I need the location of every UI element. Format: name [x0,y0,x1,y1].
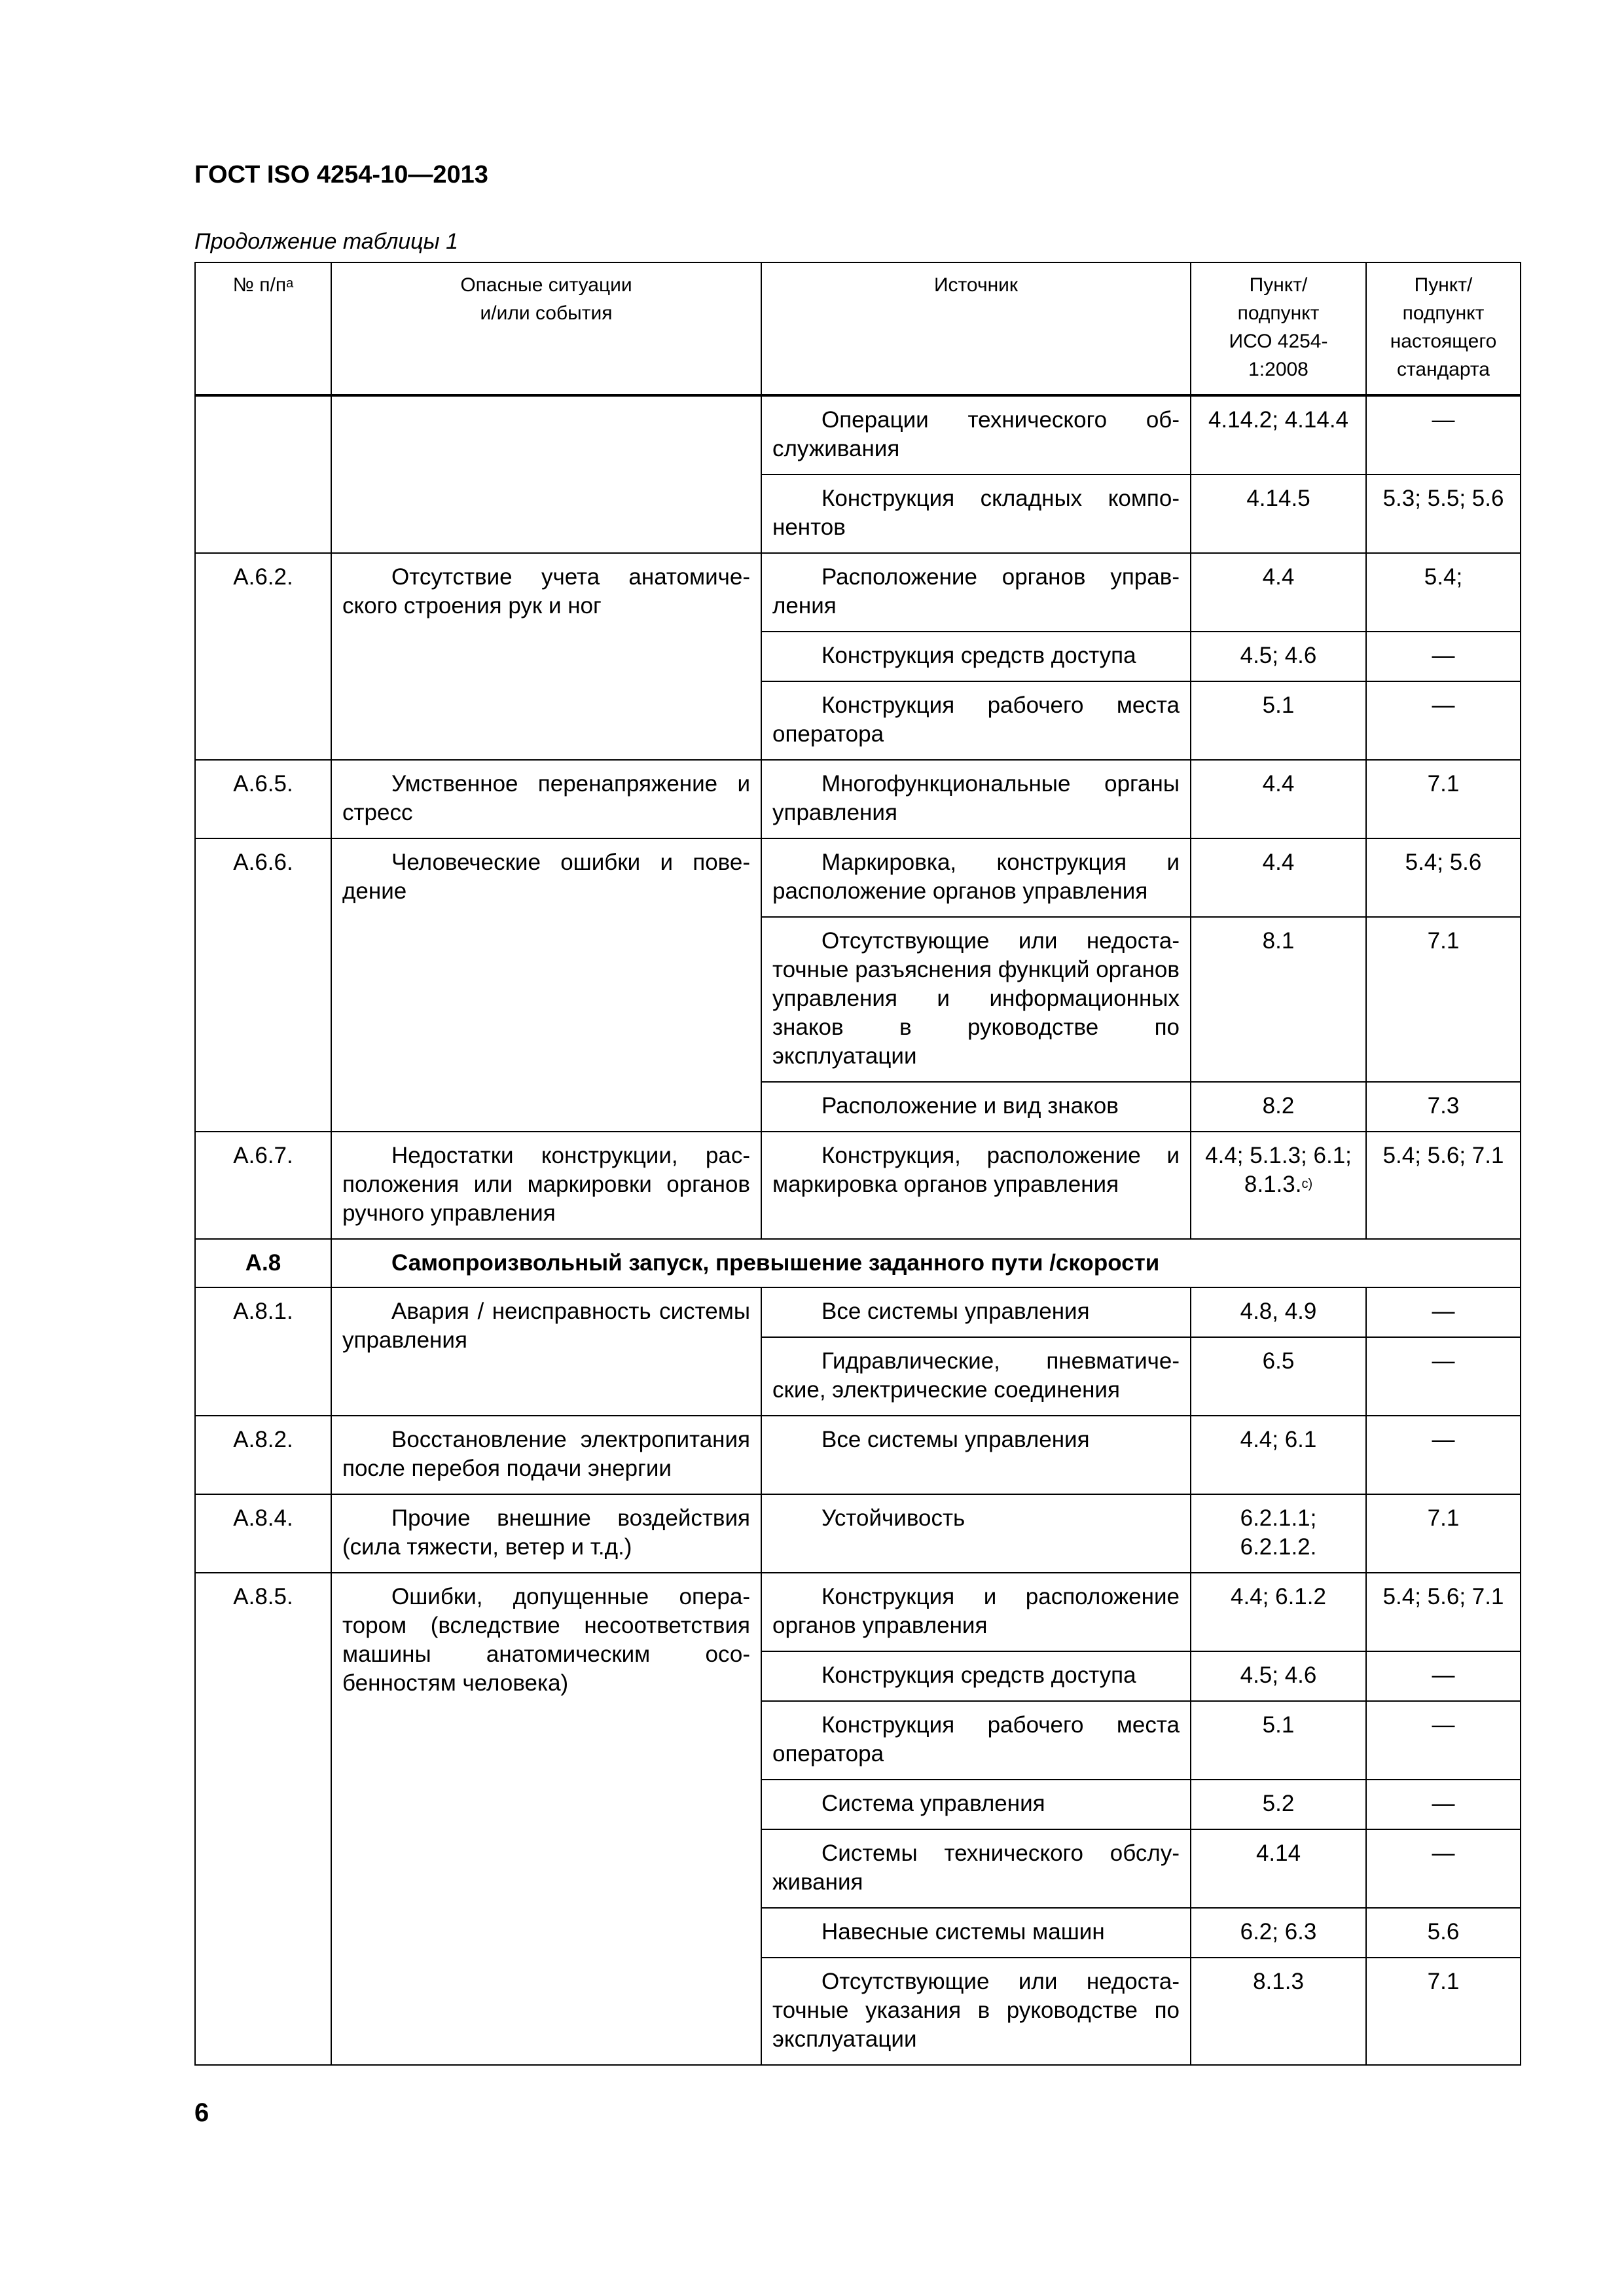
standard-clause-cell: 5.4; 5.6 [1366,838,1521,917]
hazard-cell: Недостатки конструкции, расположения или маркировки органов ручного управления [331,1132,761,1239]
hazard-cell [331,395,761,553]
hazard-cell: Восстановление электропитания после перебоя подачи энергии [331,1416,761,1494]
iso-clause-cell: 4.14.2; 4.14.4 [1191,395,1366,475]
source-cell: Операции технического обслуживания [761,395,1191,475]
iso-clause-cell: 8.1.3 [1191,1958,1366,2065]
hazards-table [194,262,1521,2066]
source-cell: Конструкция, расположение и маркировка органов управления [761,1132,1191,1239]
standard-clause-cell: 5.4; 5.6; 7.1 [1366,1132,1521,1239]
source-cell: Конструкция средств доступа [761,1651,1191,1701]
table-row [195,1573,1521,1651]
source-cell: Конструкция рабочего места оператора [761,681,1191,760]
iso-clause-cell: 5.2 [1191,1780,1366,1829]
iso-clause-cell: 4.4; 5.1.3; 6.1; 8.1.3.$^{с)}$ [1191,1132,1366,1239]
number-cell: А.6.5. [195,760,331,838]
source-cell: Маркировка, конструкция и расположение органов управления [761,838,1191,917]
table-caption: Продолжение таблицы 1 [194,229,458,254]
number-cell: А.8.2. [195,1416,331,1494]
iso-clause-cell: 5.1 [1191,681,1366,760]
source-cell: Все системы управления [761,1416,1191,1494]
standard-clause-cell: — [1366,1287,1521,1337]
section-title: Самопроизвольный запуск, превышение заданного пути /скорости [331,1239,1521,1287]
number-cell [195,395,331,553]
iso-clause-cell: 6.5 [1191,1337,1366,1416]
standard-clause-cell: 5.3; 5.5; 5.6 [1366,475,1521,553]
standard-clause-cell: 7.1 [1366,1494,1521,1573]
iso-clause-cell: 6.2; 6.3 [1191,1908,1366,1958]
standard-clause-cell: — [1366,1780,1521,1829]
page-number: 6 [194,2098,209,2127]
number-cell: А.8.1. [195,1287,331,1416]
hazard-cell: Авария / неисправность системы управления [331,1287,761,1416]
standard-clause-cell: — [1366,1829,1521,1908]
standard-clause-cell: — [1366,632,1521,681]
number-cell: А.8.4. [195,1494,331,1573]
number-cell: А.8.5. [195,1573,331,2065]
standard-clause-cell: 7.1 [1366,1958,1521,2065]
standard-clause-cell: — [1366,1651,1521,1701]
standard-clause-cell: 5.6 [1366,1908,1521,1958]
source-cell: Расположение органов управления [761,553,1191,632]
col-header-standard-clause: Пункт/ подпункт настоящего стандарта [1366,262,1521,395]
standard-clause-cell: 7.1 [1366,760,1521,838]
standard-clause-cell: — [1366,681,1521,760]
table-header-row [195,262,1521,395]
source-cell: Отсутствующие или недостаточные указания в руководстве по эксплуатации [761,1958,1191,2065]
table-row [195,760,1521,838]
table-row [195,1132,1521,1239]
number-cell: А.6.6. [195,838,331,1132]
standard-clause-cell: 7.3 [1366,1082,1521,1132]
iso-clause-cell: 4.4 [1191,760,1366,838]
iso-clause-cell: 4.4; 6.1.2 [1191,1573,1366,1651]
standard-clause-cell: — [1366,1337,1521,1416]
hazard-cell: Прочие внешние воздействия (сила тяжести, ветер и т.д.) [331,1494,761,1573]
col-header-number: № $п/п^а$ [195,262,331,395]
source-cell: Расположение и вид знаков [761,1082,1191,1132]
col-header-hazard: Опасные ситуации и/или события [331,262,761,395]
source-cell: Устойчивость [761,1494,1191,1573]
iso-clause-cell: 4.8, 4.9 [1191,1287,1366,1337]
iso-clause-cell: 4.4 [1191,553,1366,632]
standard-clause-cell: — [1366,1416,1521,1494]
source-cell: Отсутствующие или недостаточные разъяснения функций органов управления и информационных знаков в руководстве по эксплуатации [761,917,1191,1082]
table-row [195,1287,1521,1337]
standard-clause-cell: 5.4; [1366,553,1521,632]
iso-clause-cell: 4.14 [1191,1829,1366,1908]
iso-clause-cell: 8.1 [1191,917,1366,1082]
number-cell: А.6.2. [195,553,331,760]
standard-clause-cell: — [1366,1701,1521,1780]
source-cell: Система управления [761,1780,1191,1829]
table-row [195,553,1521,632]
hazard-cell: Ошибки, допущенные оператором (вследствие несоответствия машины анатомическим особенностям человека) [331,1573,761,2065]
iso-clause-cell: 8.2 [1191,1082,1366,1132]
standard-clause-cell: 5.4; 5.6; 7.1 [1366,1573,1521,1651]
table-row [195,838,1521,917]
section-number: А.8 [195,1239,331,1287]
source-cell: Навесные системы машин [761,1908,1191,1958]
table-row [195,1416,1521,1494]
iso-clause-cell: 6.2.1.1; 6.2.1.2. [1191,1494,1366,1573]
source-cell: Все системы управления [761,1287,1191,1337]
iso-clause-cell: 4.4 [1191,838,1366,917]
hazard-cell: Человеческие ошибки и поведение [331,838,761,1132]
source-cell: Многофункциональные органы управления [761,760,1191,838]
iso-clause-cell: 5.1 [1191,1701,1366,1780]
table-row [195,1494,1521,1573]
source-cell: Гидравлические, пневматические, электрические соединения [761,1337,1191,1416]
iso-clause-cell: 4.5; 4.6 [1191,632,1366,681]
hazard-cell: Умственное перенапряжение и стресс [331,760,761,838]
table-row [195,395,1521,475]
number-cell: А.6.7. [195,1132,331,1239]
source-cell: Конструкция средств доступа [761,632,1191,681]
source-cell: Конструкция и расположение органов управления [761,1573,1191,1651]
standard-clause-cell: 7.1 [1366,917,1521,1082]
source-cell: Системы технического обслуживания [761,1829,1191,1908]
iso-clause-cell: 4.14.5 [1191,475,1366,553]
hazard-cell: Отсутствие учета анатомического строения рук и ног [331,553,761,760]
section-row [195,1239,1521,1287]
standard-clause-cell: — [1366,395,1521,475]
document-header: ГОСТ ISO 4254-10—2013 [194,161,488,188]
col-header-iso-clause: Пункт/ подпункт ИСО 4254- 1:2008 [1191,262,1366,395]
iso-clause-cell: 4.5; 4.6 [1191,1651,1366,1701]
source-cell: Конструкция складных компонентов [761,475,1191,553]
iso-clause-cell: 4.4; 6.1 [1191,1416,1366,1494]
source-cell: Конструкция рабочего места оператора [761,1701,1191,1780]
col-header-source: Источник [761,262,1191,395]
